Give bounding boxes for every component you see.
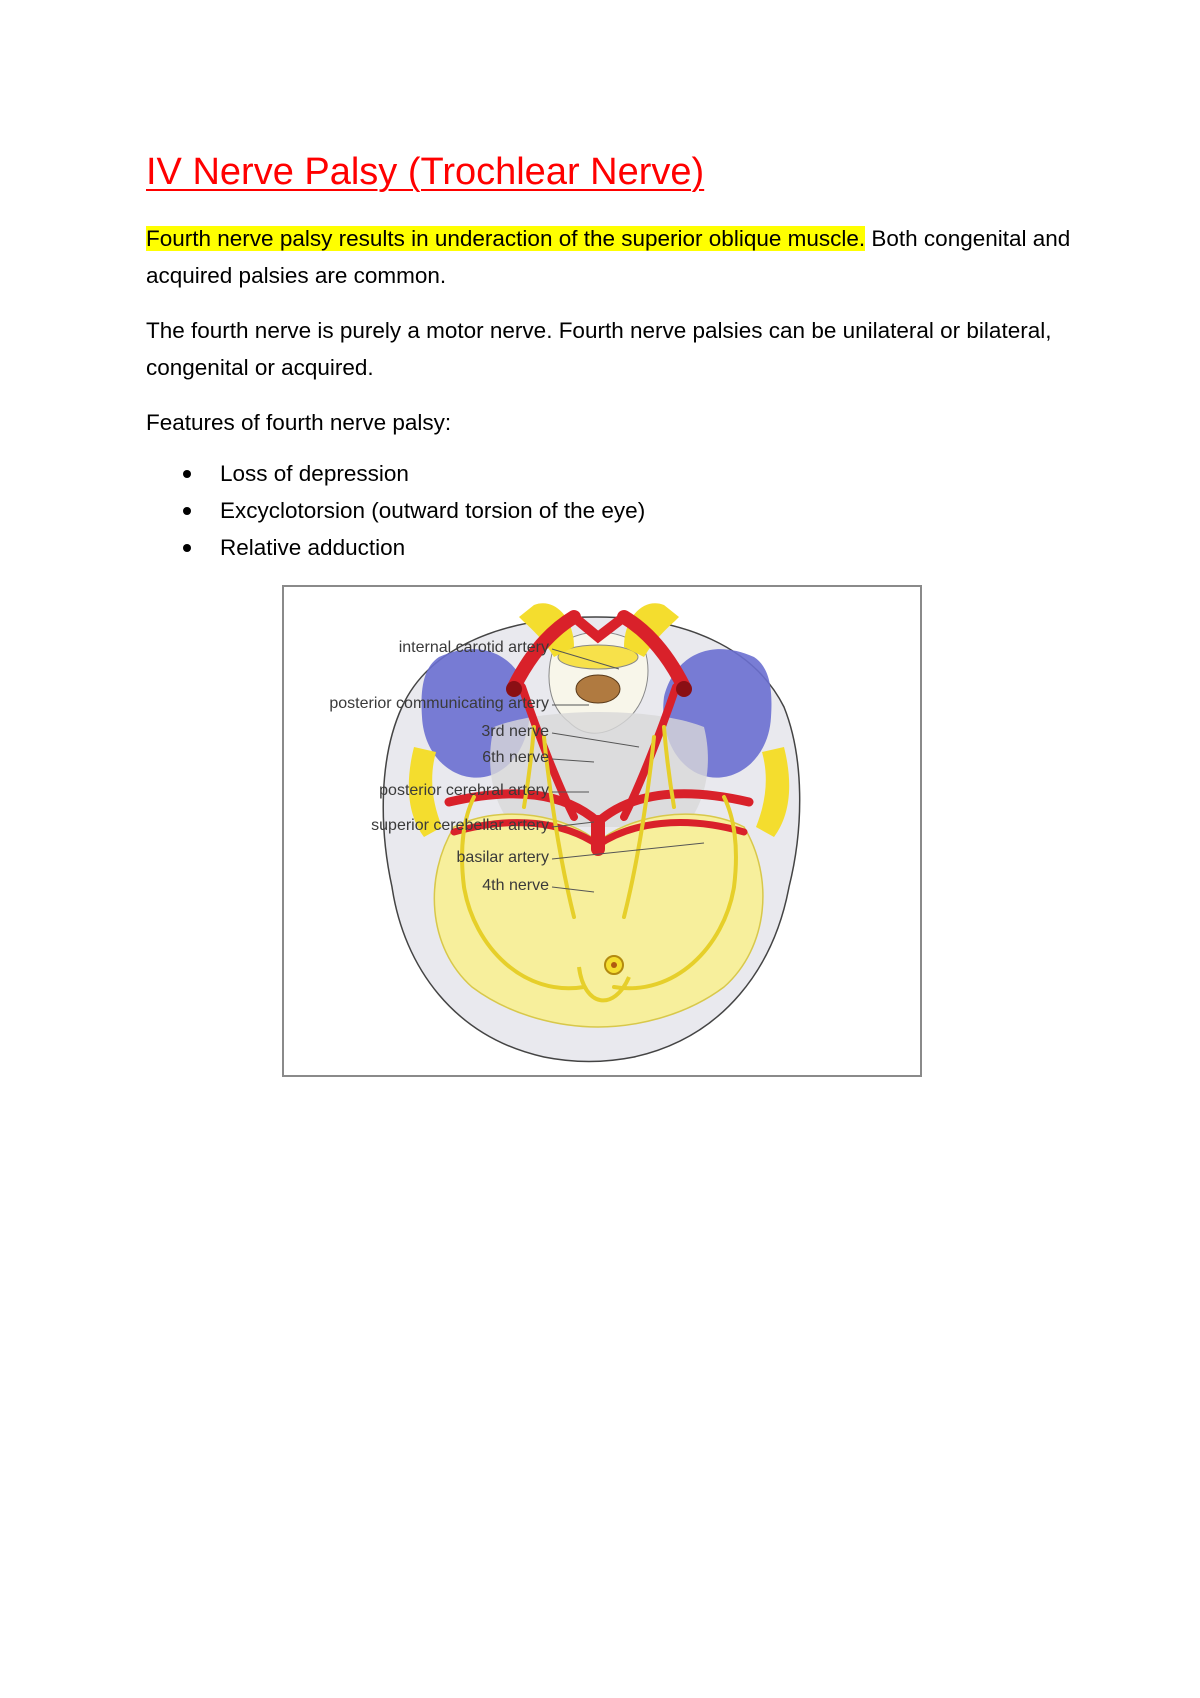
label-third-nerve: 3rd nerve [481,723,549,740]
list-item [146,492,645,529]
brainstem-anatomy-figure [282,585,922,1077]
carotid-end-right [676,681,692,697]
label-posterior-communicating: posterior communicating artery [329,695,549,712]
list-item [146,529,645,566]
label-sixth-nerve: 6th nerve [482,749,549,766]
aqueduct-center [611,962,617,968]
list-item [146,455,645,492]
list-item-text: Excyclotorsion (outward torsion of the eye) [220,498,646,523]
features-list [146,455,645,566]
highlighted-text: Fourth nerve palsy results in underaction of the superior oblique muscle. [146,226,866,251]
motor-nerve-paragraph: The fourth nerve is purely a motor nerve. Fourth nerve palsies can be unilateral or bilateral, congenital or acquired. [146,318,1052,380]
page-title: IV Nerve Palsy (Trochlear Nerve) [146,151,705,193]
label-posterior-cerebral: posterior cerebral artery [379,782,549,799]
features-heading: Features of fourth nerve palsy: [146,410,452,435]
bullet-icon [183,544,191,552]
list-item-text: Relative adduction [220,535,406,560]
bullet-icon [183,507,191,515]
intro-paragraph [146,220,1076,294]
label-basilar: basilar artery [456,849,549,866]
anatomy-diagram [284,587,920,1075]
pituitary-stalk [576,675,620,703]
label-internal-carotid: internal carotid artery [398,639,549,656]
label-superior-cerebellar: superior cerebellar artery [371,817,549,834]
list-item-text: Loss of depression [220,461,409,486]
bullet-icon [183,470,191,478]
label-fourth-nerve: 4th nerve [482,877,549,894]
intro-rest-text: Both congenital and acquired palsies are common. [146,226,1071,288]
